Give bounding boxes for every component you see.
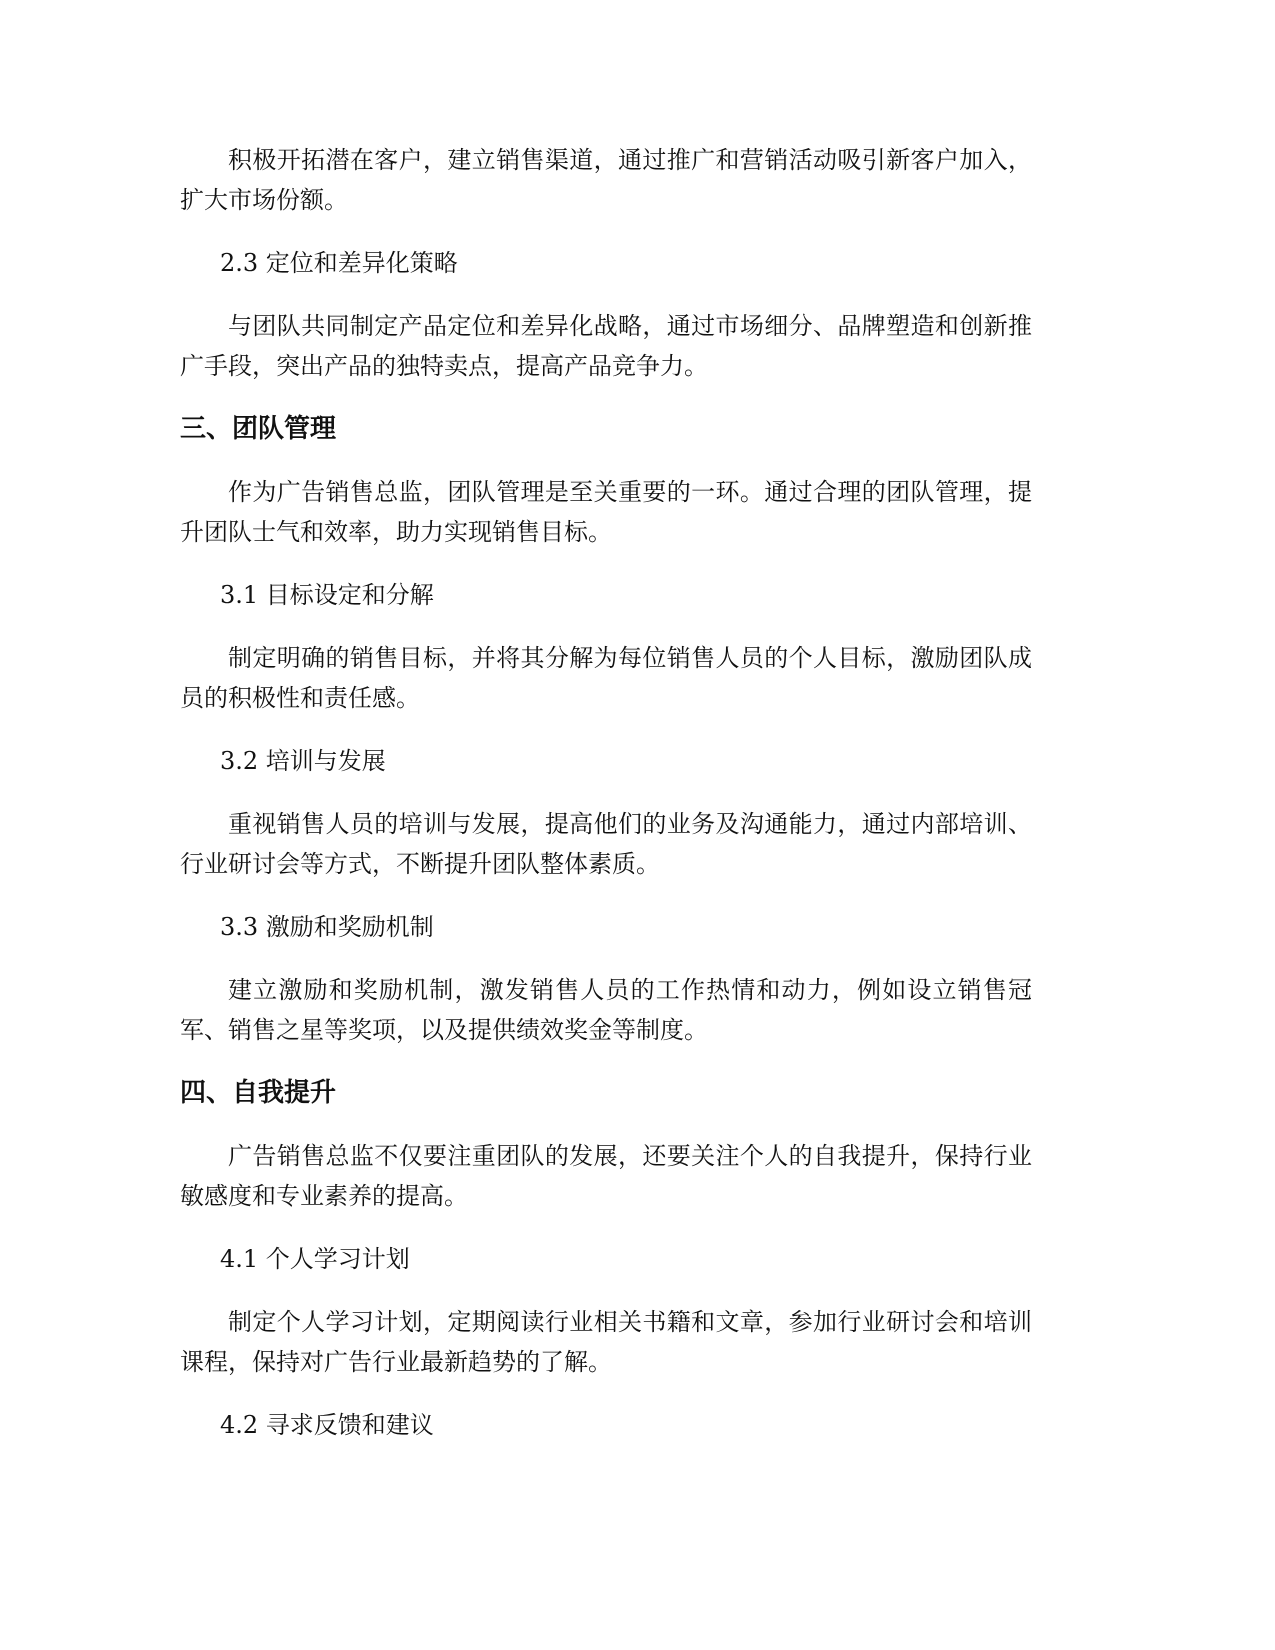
paragraph-team-management-intro: 作为广告销售总监，团队管理是至关重要的一环。通过合理的团队管理，提升团队士气和效率，助力实现销售目标。	[180, 478, 1032, 546]
paragraph-incentives: 建立激励和奖励机制，激发销售人员的工作热情和动力，例如设立销售冠军、销售之星等奖项，以及提供绩效奖金等制度。	[180, 976, 1032, 1044]
document-body	[180, 140, 1032, 1468]
subheading-4-1: 4.1 个人学习计划	[220, 1245, 410, 1273]
paragraph-learning-plan: 制定个人学习计划，定期阅读行业相关书籍和文章，参加行业研讨会和培训课程，保持对广告行业最新趋势的了解。	[180, 1308, 1032, 1376]
subheading-3-2: 3.2 培训与发展	[220, 747, 386, 775]
section-heading-self-improvement: 四、自我提升	[180, 1078, 337, 1108]
paragraph-expand-customers: 积极开拓潜在客户，建立销售渠道，通过推广和营销活动吸引新客户加入，扩大市场份额。	[180, 146, 1032, 214]
subheading-2-3: 2.3 定位和差异化策略	[220, 249, 458, 277]
subheading-3-3: 3.3 激励和奖励机制	[220, 913, 434, 941]
paragraph-self-improvement-intro: 广告销售总监不仅要注重团队的发展，还要关注个人的自我提升，保持行业敏感度和专业素养的提高。	[180, 1142, 1032, 1210]
paragraph-training: 重视销售人员的培训与发展，提高他们的业务及沟通能力，通过内部培训、行业研讨会等方式，不断提升团队整体素质。	[180, 810, 1032, 878]
paragraph-positioning: 与团队共同制定产品定位和差异化战略，通过市场细分、品牌塑造和创新推广手段，突出产品的独特卖点，提高产品竞争力。	[180, 312, 1032, 380]
subheading-3-1: 3.1 目标设定和分解	[220, 581, 434, 609]
subheading-4-2: 4.2 寻求反馈和建议	[220, 1411, 434, 1439]
section-heading-team-management: 三、团队管理	[180, 414, 337, 444]
paragraph-goal-setting: 制定明确的销售目标，并将其分解为每位销售人员的个人目标，激励团队成员的积极性和责任感。	[180, 644, 1032, 712]
